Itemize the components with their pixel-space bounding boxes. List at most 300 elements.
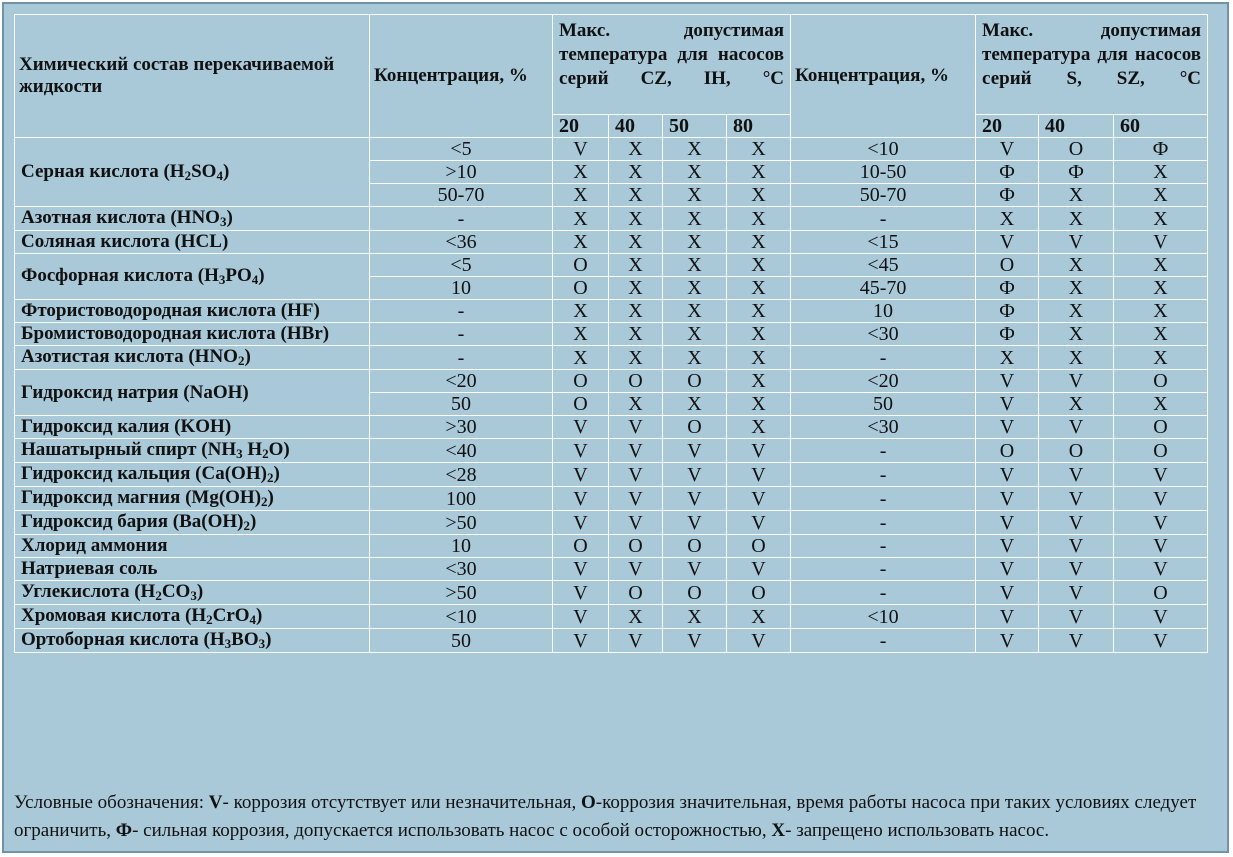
chemical-name <box>15 138 370 207</box>
chemical-resistance-table <box>14 14 1208 653</box>
rating-s-sz: V <box>1039 231 1114 254</box>
concentration-s-sz: - <box>791 535 976 558</box>
rating-cz-ih: V <box>553 558 609 581</box>
chemical-name <box>15 558 370 581</box>
concentration-s-sz: - <box>791 463 976 487</box>
rating-s-sz: O <box>1114 416 1208 439</box>
rating-cz-ih: X <box>609 161 663 184</box>
rating-s-sz: V <box>976 487 1039 511</box>
chemical-name-part: O) <box>268 439 290 460</box>
rating-cz-ih: O <box>553 277 609 300</box>
rating-cz-ih: X <box>727 277 791 300</box>
chemical-subscript: 2 <box>261 494 268 509</box>
legend-f-text: - сильная коррозия, допускается использовать насос с особой осторожностью, <box>132 820 772 841</box>
rating-cz-ih: V <box>553 629 609 653</box>
rating-cz-ih: X <box>609 605 663 629</box>
chemical-name <box>15 254 370 300</box>
concentration-s-sz: 10-50 <box>791 161 976 184</box>
chemical-subscript: 2 <box>206 612 213 627</box>
concentration-s-sz: 45-70 <box>791 277 976 300</box>
rating-cz-ih: V <box>609 558 663 581</box>
rating-s-sz: V <box>1039 535 1114 558</box>
chemical-name <box>15 323 370 346</box>
rating-s-sz: O <box>1114 439 1208 463</box>
chemical-name-part: Бромистоводородная кислота (HBr) <box>21 323 330 344</box>
rating-cz-ih: V <box>663 463 727 487</box>
rating-cz-ih: V <box>609 629 663 653</box>
rating-cz-ih: X <box>663 231 727 254</box>
rating-cz-ih: V <box>727 558 791 581</box>
rating-s-sz: V <box>976 581 1039 605</box>
rating-s-sz: V <box>1039 605 1114 629</box>
rating-cz-ih: X <box>663 393 727 416</box>
chemical-name-part: Гидроксид кальция (Ca(OH) <box>21 463 267 484</box>
rating-cz-ih: X <box>609 231 663 254</box>
chemical-name <box>15 346 370 370</box>
chemical-subscript: 2 <box>243 518 250 533</box>
rating-cz-ih: O <box>553 535 609 558</box>
rating-cz-ih: V <box>553 581 609 605</box>
rating-cz-ih: X <box>727 161 791 184</box>
legend-v-text: - коррозия отсутствует или незначительная, <box>222 792 582 813</box>
rating-cz-ih: X <box>727 300 791 323</box>
concentration-s-sz: - <box>791 346 976 370</box>
chemical-name-part: H <box>242 439 263 460</box>
rating-s-sz: V <box>1114 605 1208 629</box>
concentration-cz-ih: 50 <box>370 393 553 416</box>
rating-s-sz: X <box>1039 323 1114 346</box>
chemical-name-part: PO <box>225 265 252 286</box>
concentration-s-sz: - <box>791 439 976 463</box>
concentration-cz-ih: <40 <box>370 439 553 463</box>
rating-cz-ih: V <box>663 439 727 463</box>
table-row <box>15 254 1208 277</box>
chemical-name <box>15 370 370 416</box>
temp-header: 60 <box>1114 115 1208 138</box>
rating-cz-ih: X <box>727 323 791 346</box>
rating-cz-ih: V <box>727 511 791 535</box>
rating-cz-ih: X <box>727 346 791 370</box>
chemical-subscript: 4 <box>251 272 259 287</box>
temp-header: 40 <box>1039 115 1114 138</box>
chemical-subscript: 3 <box>224 636 232 651</box>
rating-s-sz: X <box>1039 346 1114 370</box>
table-row <box>15 511 1208 535</box>
legend-v-symbol: V <box>208 792 223 813</box>
chemical-name <box>15 605 370 629</box>
rating-s-sz: X <box>1039 207 1114 231</box>
rating-cz-ih: V <box>663 487 727 511</box>
legend <box>14 789 1219 845</box>
chemical-subscript: 4 <box>249 612 257 627</box>
chemical-name-part: Гидроксид натрия (NaOH) <box>21 381 249 403</box>
rating-cz-ih: X <box>727 393 791 416</box>
chemical-subscript: 3 <box>258 636 266 651</box>
rating-cz-ih: V <box>663 511 727 535</box>
concentration-s-sz: <10 <box>791 138 976 161</box>
chemical-name-part: ) <box>222 160 230 182</box>
rating-cz-ih: X <box>727 605 791 629</box>
rating-s-sz: V <box>1114 231 1208 254</box>
rating-s-sz: X <box>1114 346 1208 370</box>
table-panel <box>2 2 1229 853</box>
table-row <box>15 463 1208 487</box>
rating-s-sz: X <box>1114 184 1208 207</box>
rating-cz-ih: X <box>553 346 609 370</box>
rating-cz-ih: X <box>609 393 663 416</box>
rating-cz-ih: O <box>553 254 609 277</box>
rating-cz-ih: X <box>553 231 609 254</box>
legend-f-symbol: Ф <box>115 820 133 841</box>
header-max-temp-cz-ih: Макс. допустимая температура для насосов серий CZ, IH, °C <box>553 15 791 115</box>
rating-cz-ih: O <box>609 370 663 393</box>
chemical-name <box>15 231 370 254</box>
chemical-name-part: Гидроксид калия (KOH) <box>21 416 232 437</box>
chemical-name-part: Серная кислота (H <box>21 160 185 182</box>
legend-x-symbol: X <box>771 820 786 841</box>
chemical-name <box>15 300 370 323</box>
rating-cz-ih: O <box>727 581 791 605</box>
chemical-name-part: Фосфорная кислота (H <box>21 265 219 286</box>
chemical-name-part: Гидроксид бария (Ba(OH) <box>21 511 244 532</box>
rating-s-sz: V <box>976 511 1039 535</box>
rating-cz-ih: X <box>609 300 663 323</box>
rating-cz-ih: X <box>727 254 791 277</box>
chemical-name <box>15 629 370 653</box>
chemical-name-part: ) <box>258 265 265 286</box>
rating-cz-ih: O <box>609 535 663 558</box>
concentration-s-sz: - <box>791 207 976 231</box>
rating-cz-ih: X <box>663 161 727 184</box>
chemical-subscript: 2 <box>184 167 192 183</box>
chemical-name <box>15 207 370 231</box>
rating-s-sz: O <box>1114 581 1208 605</box>
rating-cz-ih: X <box>727 231 791 254</box>
rating-cz-ih: V <box>553 138 609 161</box>
concentration-cz-ih: - <box>370 207 553 231</box>
rating-cz-ih: X <box>609 254 663 277</box>
rating-cz-ih: X <box>727 207 791 231</box>
concentration-cz-ih: <36 <box>370 231 553 254</box>
rating-s-sz: V <box>1114 463 1208 487</box>
rating-cz-ih: X <box>609 184 663 207</box>
table-row <box>15 346 1208 370</box>
chemical-name-part: ) <box>256 605 263 626</box>
rating-s-sz: Ф <box>976 323 1039 346</box>
chemical-subscript: 2 <box>155 588 162 603</box>
rating-s-sz: X <box>1114 323 1208 346</box>
concentration-s-sz: - <box>791 581 976 605</box>
rating-cz-ih: V <box>609 487 663 511</box>
concentration-cz-ih: >50 <box>370 581 553 605</box>
concentration-cz-ih: 10 <box>370 277 553 300</box>
rating-s-sz: X <box>1114 161 1208 184</box>
chemical-name-part: Углекислота (H <box>21 581 156 602</box>
legend-o-text: -коррозия значительная, время работы насоса при таких условиях следует ограничить, <box>14 792 1197 841</box>
concentration-cz-ih: - <box>370 323 553 346</box>
chemical-name <box>15 463 370 487</box>
concentration-cz-ih: <30 <box>370 558 553 581</box>
concentration-cz-ih: - <box>370 300 553 323</box>
temp-header: 80 <box>727 115 791 138</box>
chemical-name <box>15 535 370 558</box>
chemical-name-part: Азотистая кислота (HNO <box>21 346 238 367</box>
chemical-name-part: CO <box>161 581 191 602</box>
rating-cz-ih: V <box>609 439 663 463</box>
rating-s-sz: X <box>1039 393 1114 416</box>
chemical-name-part: ) <box>244 346 251 367</box>
rating-cz-ih: V <box>553 605 609 629</box>
rating-s-sz: Ф <box>1039 161 1114 184</box>
rating-s-sz: Ф <box>976 161 1039 184</box>
temp-header: 50 <box>663 115 727 138</box>
rating-cz-ih: X <box>553 161 609 184</box>
concentration-cz-ih: <28 <box>370 463 553 487</box>
concentration-cz-ih: 10 <box>370 535 553 558</box>
rating-s-sz: V <box>1039 558 1114 581</box>
rating-s-sz: V <box>976 416 1039 439</box>
concentration-cz-ih: 50-70 <box>370 184 553 207</box>
rating-cz-ih: O <box>663 535 727 558</box>
table-row <box>15 605 1208 629</box>
header-concentration-1: Концентрация, % <box>370 15 553 138</box>
concentration-cz-ih: >50 <box>370 511 553 535</box>
rating-cz-ih: O <box>663 370 727 393</box>
rating-cz-ih: X <box>609 138 663 161</box>
rating-cz-ih: V <box>553 487 609 511</box>
rating-cz-ih: X <box>553 323 609 346</box>
chemical-name <box>15 416 370 439</box>
concentration-cz-ih: 100 <box>370 487 553 511</box>
rating-cz-ih: V <box>553 511 609 535</box>
rating-s-sz: V <box>976 463 1039 487</box>
rating-cz-ih: O <box>553 370 609 393</box>
rating-s-sz: V <box>1114 511 1208 535</box>
rating-s-sz: V <box>1114 629 1208 653</box>
concentration-s-sz: <10 <box>791 605 976 629</box>
chemical-name-part: ) <box>226 207 233 228</box>
rating-s-sz: Ф <box>976 277 1039 300</box>
rating-cz-ih: X <box>663 605 727 629</box>
rating-s-sz: V <box>976 629 1039 653</box>
rating-s-sz: V <box>976 393 1039 416</box>
rating-cz-ih: X <box>553 184 609 207</box>
chemical-name-part: Азотная кислота (HNO <box>21 207 220 228</box>
rating-cz-ih: X <box>663 300 727 323</box>
rating-s-sz: V <box>976 535 1039 558</box>
chemical-name-part: Нашатырный спирт (NH <box>21 439 237 460</box>
rating-s-sz: X <box>1114 254 1208 277</box>
table-row <box>15 231 1208 254</box>
rating-cz-ih: V <box>553 416 609 439</box>
chemical-name <box>15 487 370 511</box>
rating-cz-ih: V <box>663 629 727 653</box>
rating-s-sz: V <box>1114 558 1208 581</box>
concentration-s-sz: <45 <box>791 254 976 277</box>
chemical-name-part: Хлорид аммония <box>21 535 168 556</box>
concentration-s-sz: 50 <box>791 393 976 416</box>
rating-cz-ih: X <box>663 254 727 277</box>
table-row <box>15 300 1208 323</box>
rating-cz-ih: X <box>663 346 727 370</box>
chemical-name <box>15 439 370 463</box>
rating-s-sz: X <box>1114 207 1208 231</box>
chemical-subscript: 3 <box>190 588 197 603</box>
concentration-cz-ih: <10 <box>370 605 553 629</box>
rating-cz-ih: X <box>609 277 663 300</box>
concentration-s-sz: <15 <box>791 231 976 254</box>
table-row <box>15 535 1208 558</box>
rating-cz-ih: V <box>727 629 791 653</box>
rating-cz-ih: X <box>553 300 609 323</box>
concentration-s-sz: - <box>791 558 976 581</box>
rating-cz-ih: X <box>663 184 727 207</box>
table-row <box>15 439 1208 463</box>
rating-s-sz: V <box>1039 629 1114 653</box>
rating-s-sz: O <box>976 254 1039 277</box>
rating-s-sz: V <box>1039 487 1114 511</box>
rating-cz-ih: V <box>609 511 663 535</box>
concentration-cz-ih: >30 <box>370 416 553 439</box>
rating-s-sz: X <box>1114 300 1208 323</box>
chemical-name <box>15 581 370 605</box>
rating-cz-ih: X <box>663 323 727 346</box>
header-chemical-composition: Химический состав перекачиваемой жидкости <box>15 15 370 138</box>
chemical-name-part: ) <box>273 463 280 484</box>
chemical-name-part: ) <box>267 487 274 508</box>
rating-s-sz: Ф <box>976 184 1039 207</box>
rating-s-sz: X <box>976 346 1039 370</box>
concentration-cz-ih: - <box>370 346 553 370</box>
rating-cz-ih: X <box>727 184 791 207</box>
chemical-subscript: 2 <box>266 470 274 485</box>
table-row <box>15 487 1208 511</box>
concentration-s-sz: <30 <box>791 323 976 346</box>
concentration-cz-ih: 50 <box>370 629 553 653</box>
rating-s-sz: V <box>1114 487 1208 511</box>
rating-s-sz: X <box>1114 277 1208 300</box>
rating-s-sz: V <box>976 558 1039 581</box>
rating-cz-ih: O <box>663 581 727 605</box>
header-concentration-2: Концентрация, % <box>791 15 976 138</box>
rating-cz-ih: O <box>663 416 727 439</box>
rating-cz-ih: O <box>727 535 791 558</box>
rating-cz-ih: X <box>727 370 791 393</box>
table-row <box>15 323 1208 346</box>
chemical-name-part: Ортоборная кислота (H <box>21 629 225 650</box>
concentration-s-sz: - <box>791 629 976 653</box>
rating-cz-ih: X <box>609 323 663 346</box>
rating-cz-ih: X <box>609 207 663 231</box>
table-row <box>15 207 1208 231</box>
table-row <box>15 558 1208 581</box>
rating-s-sz: X <box>1039 254 1114 277</box>
rating-cz-ih: V <box>727 463 791 487</box>
legend-intro: Условные обозначения: <box>14 792 209 813</box>
rating-s-sz: V <box>1039 581 1114 605</box>
rating-cz-ih: X <box>553 207 609 231</box>
concentration-s-sz: <20 <box>791 370 976 393</box>
rating-cz-ih: V <box>553 463 609 487</box>
chemical-name-part: Натриевая соль <box>21 558 158 579</box>
concentration-s-sz: <30 <box>791 416 976 439</box>
chemical-subscript: 2 <box>237 353 245 368</box>
rating-s-sz: V <box>976 370 1039 393</box>
chemical-subscript: 2 <box>262 446 269 461</box>
rating-cz-ih: V <box>663 558 727 581</box>
rating-cz-ih: O <box>553 393 609 416</box>
chemical-name-part: Соляная кислота (HCL) <box>21 231 229 252</box>
chemical-name-part: Хромовая кислота (H <box>21 605 207 626</box>
header-max-temp-s-sz: Макс. допустимая температура для насосов серий S, SZ, °C <box>976 15 1208 115</box>
rating-cz-ih: V <box>609 416 663 439</box>
rating-s-sz: O <box>1114 370 1208 393</box>
chemical-name-part: BO <box>231 629 259 650</box>
table-row <box>15 416 1208 439</box>
chemical-subscript: 3 <box>236 446 243 461</box>
temp-header: 20 <box>553 115 609 138</box>
rating-s-sz: X <box>976 207 1039 231</box>
rating-cz-ih: X <box>727 138 791 161</box>
table-row <box>15 138 1208 161</box>
rating-cz-ih: V <box>727 487 791 511</box>
legend-x-text: - запрещено использовать насос. <box>785 820 1050 841</box>
rating-s-sz: V <box>976 231 1039 254</box>
concentration-s-sz: - <box>791 511 976 535</box>
rating-s-sz: X <box>1114 393 1208 416</box>
chemical-name-part: CrO <box>212 605 250 626</box>
rating-cz-ih: X <box>727 416 791 439</box>
chemical-subscript: 4 <box>216 167 223 183</box>
rating-s-sz: V <box>1039 416 1114 439</box>
temp-header: 40 <box>609 115 663 138</box>
rating-cz-ih: X <box>663 207 727 231</box>
chemical-name-part: SO <box>191 160 217 182</box>
chemical-name-part: Гидроксид магния (Mg(OH) <box>21 487 262 508</box>
chemical-subscript: 3 <box>219 214 227 229</box>
concentration-cz-ih: <20 <box>370 370 553 393</box>
concentration-cz-ih: <5 <box>370 254 553 277</box>
chemical-name <box>15 511 370 535</box>
legend-o-symbol: O <box>581 792 596 813</box>
rating-s-sz: V <box>976 605 1039 629</box>
rating-s-sz: X <box>1039 184 1114 207</box>
rating-s-sz: Ф <box>1114 138 1208 161</box>
table-row <box>15 629 1208 653</box>
chemical-name-part: ) <box>196 581 204 602</box>
rating-cz-ih: V <box>553 439 609 463</box>
concentration-s-sz: 50-70 <box>791 184 976 207</box>
rating-s-sz: X <box>1039 300 1114 323</box>
chemical-name-part: ) <box>249 511 257 532</box>
rating-s-sz: V <box>1039 463 1114 487</box>
rating-s-sz: O <box>976 439 1039 463</box>
temp-header: 20 <box>976 115 1039 138</box>
rating-s-sz: O <box>1039 138 1114 161</box>
rating-cz-ih: O <box>609 581 663 605</box>
rating-s-sz: V <box>1039 370 1114 393</box>
chemical-subscript: 3 <box>218 272 226 287</box>
rating-cz-ih: V <box>727 439 791 463</box>
concentration-s-sz: 10 <box>791 300 976 323</box>
chemical-name-part: Фтористоводородная кислота (HF) <box>21 300 320 321</box>
rating-s-sz: V <box>1039 511 1114 535</box>
chemical-name-part: ) <box>265 629 272 650</box>
rating-s-sz: O <box>1039 439 1114 463</box>
rating-cz-ih: X <box>663 138 727 161</box>
rating-s-sz: V <box>976 138 1039 161</box>
rating-cz-ih: X <box>663 277 727 300</box>
